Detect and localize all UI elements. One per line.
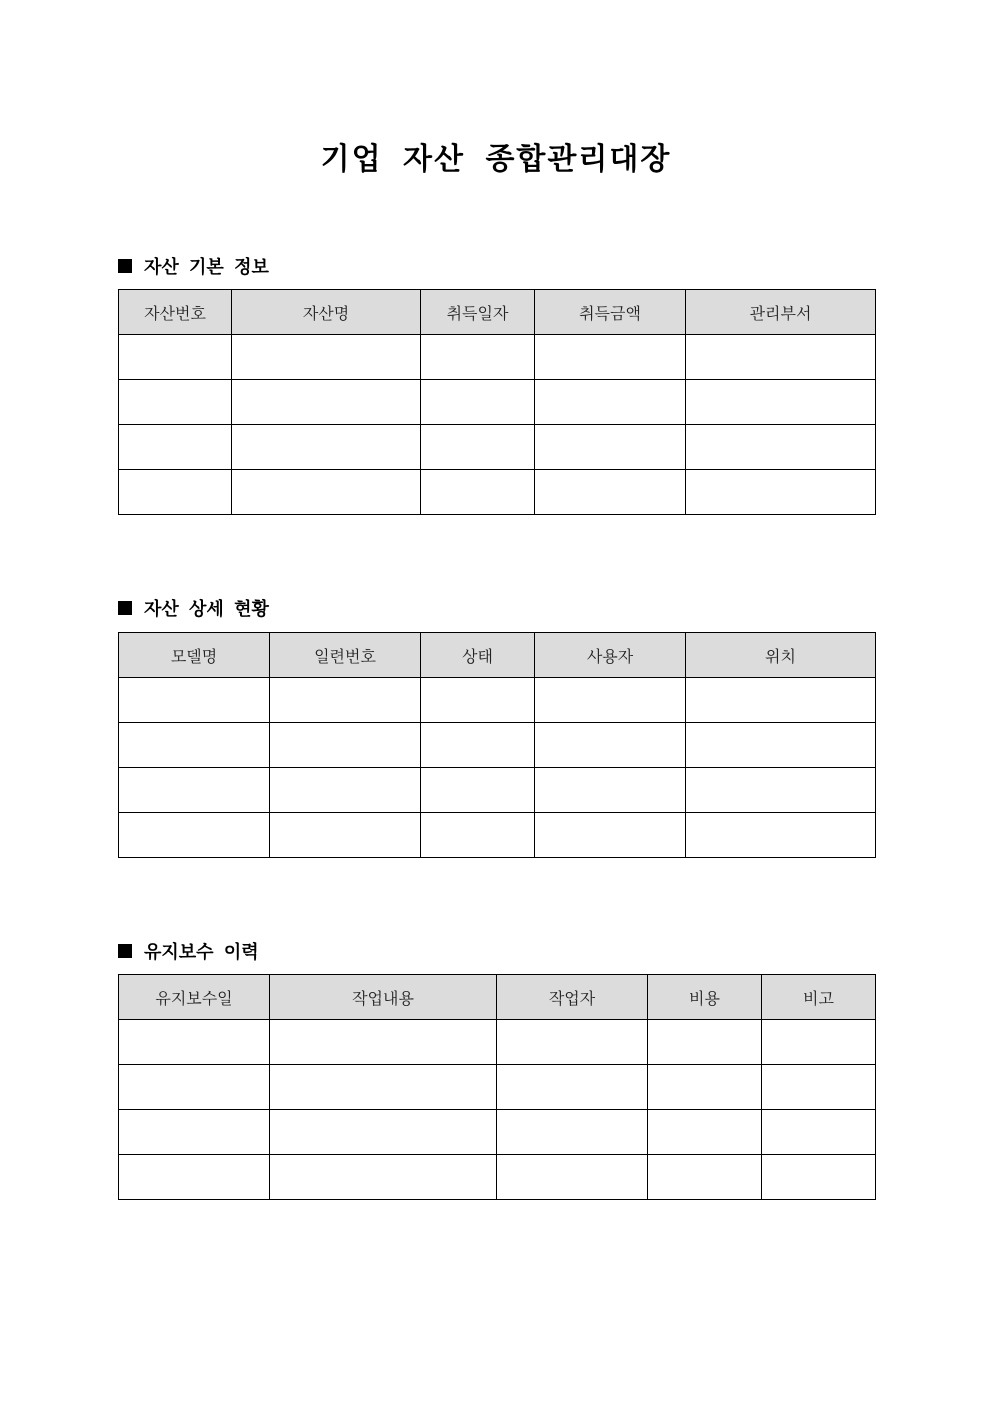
table-cell[interactable] — [686, 335, 876, 380]
table-cell[interactable] — [119, 813, 270, 858]
section-heading-label: 유지보수 이력 — [144, 942, 259, 963]
square-bullet-icon — [118, 601, 132, 615]
table-cell[interactable] — [119, 1020, 270, 1065]
table-cell[interactable] — [119, 678, 270, 723]
table-cell[interactable] — [762, 1020, 876, 1065]
section-heading-asset-detail-status — [118, 595, 269, 621]
table-cell[interactable] — [648, 1020, 762, 1065]
table-cell[interactable] — [119, 768, 270, 813]
table-cell[interactable] — [421, 470, 535, 515]
section-heading-asset-basic-info — [118, 253, 269, 279]
asset-basic-info-table — [118, 289, 876, 515]
table-cell[interactable] — [535, 425, 686, 470]
table-cell[interactable] — [648, 1110, 762, 1155]
column-header: 작업내용 — [270, 975, 497, 1020]
table-cell[interactable] — [270, 1065, 497, 1110]
table-row — [119, 768, 876, 813]
table-cell[interactable] — [270, 768, 421, 813]
square-bullet-icon — [118, 259, 132, 273]
column-header: 모델명 — [119, 633, 270, 678]
table-cell[interactable] — [686, 768, 876, 813]
table-cell[interactable] — [535, 470, 686, 515]
table-cell[interactable] — [119, 1110, 270, 1155]
table-cell[interactable] — [270, 1155, 497, 1200]
square-bullet-icon — [118, 944, 132, 958]
column-header: 취득금액 — [535, 290, 686, 335]
table-cell[interactable] — [232, 335, 421, 380]
table-cell[interactable] — [648, 1065, 762, 1110]
column-header: 사용자 — [535, 633, 686, 678]
table-row — [119, 1110, 876, 1155]
table-cell[interactable] — [119, 723, 270, 768]
section-heading-maintenance-history — [118, 938, 259, 964]
document-title: 기업 자산 종합관리대장 — [320, 142, 672, 177]
table-cell[interactable] — [762, 1155, 876, 1200]
table-cell[interactable] — [535, 380, 686, 425]
table-row — [119, 335, 876, 380]
column-header: 취득일자 — [421, 290, 535, 335]
table-cell[interactable] — [686, 678, 876, 723]
table-cell[interactable] — [686, 813, 876, 858]
table-cell[interactable] — [535, 678, 686, 723]
table-cell[interactable] — [119, 380, 232, 425]
column-header: 일련번호 — [270, 633, 421, 678]
asset-detail-status-table — [118, 632, 876, 858]
column-header: 작업자 — [497, 975, 648, 1020]
table-cell[interactable] — [497, 1020, 648, 1065]
column-header: 유지보수일 — [119, 975, 270, 1020]
table-cell[interactable] — [232, 380, 421, 425]
table-row — [119, 678, 876, 723]
maintenance-history-table — [118, 974, 876, 1200]
table-cell[interactable] — [421, 723, 535, 768]
table-row — [119, 380, 876, 425]
column-header: 관리부서 — [686, 290, 876, 335]
table-row — [119, 470, 876, 515]
table-row — [119, 1020, 876, 1065]
column-header: 자산번호 — [119, 290, 232, 335]
table-cell[interactable] — [421, 425, 535, 470]
table-cell[interactable] — [686, 380, 876, 425]
table-cell[interactable] — [232, 425, 421, 470]
table-cell[interactable] — [535, 723, 686, 768]
table-cell[interactable] — [535, 335, 686, 380]
table-cell[interactable] — [762, 1110, 876, 1155]
table-cell[interactable] — [119, 1065, 270, 1110]
table-cell[interactable] — [232, 470, 421, 515]
table-row — [119, 723, 876, 768]
table-cell[interactable] — [421, 335, 535, 380]
column-header: 비용 — [648, 975, 762, 1020]
table-cell[interactable] — [686, 723, 876, 768]
table-header-row — [119, 633, 876, 678]
table-cell[interactable] — [270, 1020, 497, 1065]
table-cell[interactable] — [421, 678, 535, 723]
table-cell[interactable] — [497, 1065, 648, 1110]
table-cell[interactable] — [421, 380, 535, 425]
table-cell[interactable] — [270, 813, 421, 858]
table-cell[interactable] — [497, 1110, 648, 1155]
table-cell[interactable] — [119, 425, 232, 470]
table-cell[interactable] — [270, 678, 421, 723]
table-cell[interactable] — [119, 335, 232, 380]
table-cell[interactable] — [648, 1155, 762, 1200]
table-header-row — [119, 975, 876, 1020]
table-cell[interactable] — [119, 1155, 270, 1200]
table-cell[interactable] — [421, 768, 535, 813]
table-cell[interactable] — [421, 813, 535, 858]
table-cell[interactable] — [270, 1110, 497, 1155]
column-header: 위치 — [686, 633, 876, 678]
section-heading-label: 자산 상세 현황 — [144, 599, 269, 620]
table-cell[interactable] — [535, 813, 686, 858]
table-cell[interactable] — [270, 723, 421, 768]
column-header: 자산명 — [232, 290, 421, 335]
column-header: 비고 — [762, 975, 876, 1020]
table-row — [119, 425, 876, 470]
table-row — [119, 1155, 876, 1200]
section-heading-label: 자산 기본 정보 — [144, 257, 269, 278]
table-cell[interactable] — [686, 470, 876, 515]
table-cell[interactable] — [686, 425, 876, 470]
table-header-row — [119, 290, 876, 335]
table-cell[interactable] — [497, 1155, 648, 1200]
table-row — [119, 813, 876, 858]
table-cell[interactable] — [762, 1065, 876, 1110]
table-cell[interactable] — [535, 768, 686, 813]
column-header: 상태 — [421, 633, 535, 678]
table-cell[interactable] — [119, 470, 232, 515]
table-row — [119, 1065, 876, 1110]
